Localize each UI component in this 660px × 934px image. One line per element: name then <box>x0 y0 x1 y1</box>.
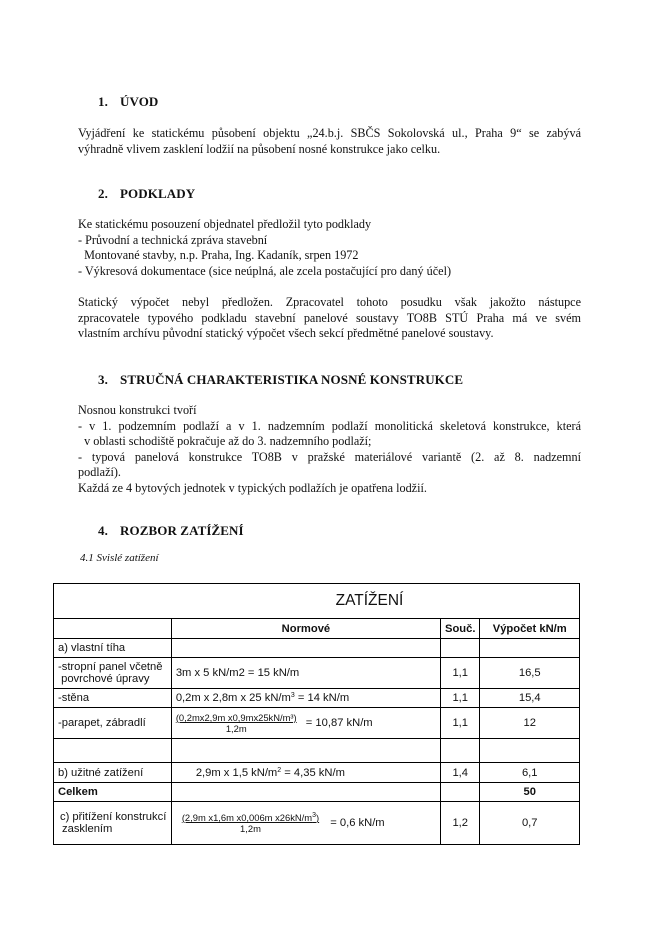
table-title-row <box>54 584 580 619</box>
paragraph-uvod: Vyjádření ke statickému působení objektu „24.b.j. SBČS Sokolovská ul., Praha 9“ se zabývá výhradně vlivem zasklení lodžií na působení nosné konstrukce jako celku. <box>78 126 581 156</box>
heading-rozbor-zatizeni: 4. ROZBOR ZATÍŽENÍ <box>98 523 244 538</box>
parapet-fraction: $\frac{\text{(0,2mx2,9m x0,9mx25kN/m³)}}{1,2m}$ <box>175 712 297 734</box>
table-row: -parapet, zábradlí $\frac{\text{(0,2mx2,9m x0,9mx25kN/m³)}}{1,2m}$ = 10,87 kN/m 1,1 12 <box>54 708 580 739</box>
header-normove: Normové <box>171 619 440 639</box>
heading-uvod: 1. ÚVOD <box>98 94 159 109</box>
table-spacer-row <box>54 739 580 763</box>
subheading-svisle-zatizeni: 4.1 Svislé zatížení <box>80 552 159 564</box>
header-souc: Souč. <box>441 619 480 639</box>
table-total-row: Celkem 50 <box>54 783 580 802</box>
table-row: a) vlastní tíha <box>54 639 580 658</box>
table-row: b) užitné zatížení 2,9m x 1,5 $kN/m^2 = 4,35$ kN/m 1,4 6,1 <box>54 763 580 783</box>
paragraph-podklady: Ke statickému posouzení objednatel předložil tyto podklady - Průvodní a technická zpráva stavební Montované stavby, n.p. Praha, Ing. Kadaník, srpen 1972 - Výkresová dokumentace (sice neúplná, ale zcela postačující pro daný účel) <box>78 217 452 278</box>
table-row: -stěna 0,2m x 2,8m x 25 $kN/m^3 = 14$ kN/m 1,1 15,4 <box>54 689 580 708</box>
pritizeni-fraction: $\frac{(2,9m x1,6m x0,006m x26kN/m^3)}{1,2m}$ <box>181 812 320 834</box>
paragraph-charakteristika: Nosnou konstrukci tvoří - v 1. podzemním podlaží a v 1. nadzemním podlaží monolitická skeletová konstrukce, která v oblasti schodiště pokračuje až do 3. nadzemního podlaží; - typová panelová konstrukce TO8B v pražské materiálové variantě (2. až 8. nadzemní podlaží). Každá ze 4 bytových jednotek v typických podlažích je opatřena lodžií. <box>78 403 581 495</box>
paragraph-staticky-vypocet: Statický výpočet nebyl předložen. Zpracovatel tohoto posudku však jakožto nástupce zpracovatele typového podkladu stavební panelové soustavy TO8B STÚ Praha má ve svém vlastním archívu původní statický výpočet všech sekcí předmětné panelové soustavy. <box>78 295 581 341</box>
table-row: -stropní panel včetně povrchové úpravy 3m x 5 kN/m2 = 15 kN/m 1,1 16,5 <box>54 658 580 689</box>
heading-podklady: 2. PODKLADY <box>98 186 196 201</box>
table-title: ZATÍŽENÍ <box>54 584 580 619</box>
load-table <box>53 583 580 845</box>
table-header-row <box>54 619 580 639</box>
table-row: c) přitížení konstrukcí zasklením $\frac{(2,9m x1,6m x0,006m x26kN/m^3)}{1,2m}$ = 0,6 kN/m 1,2 0,7 <box>54 802 580 845</box>
header-vypocet: Výpočet kN/m <box>480 619 580 639</box>
heading-charakteristika: 3. STRUČNÁ CHARAKTERISTIKA NOSNÉ KONSTRUKCE <box>98 372 464 387</box>
